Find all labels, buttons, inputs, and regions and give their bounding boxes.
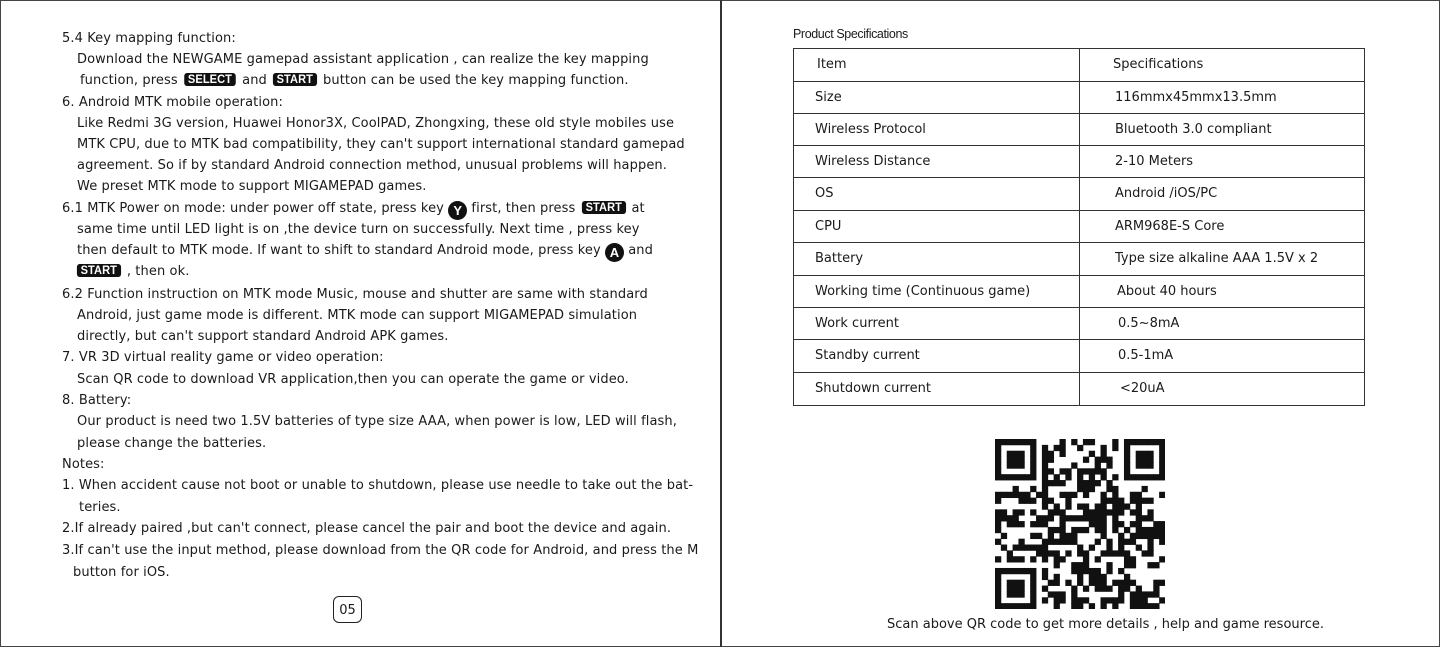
text-segment: Android, just game mode is different. MTK mode can support MIGAMEPAD simulation xyxy=(77,308,638,323)
text-segment: function, press xyxy=(80,73,182,88)
table-row xyxy=(794,276,1364,308)
specs-title: Product Specifications xyxy=(793,27,908,41)
text-segment: please change the batteries. xyxy=(77,436,267,451)
header-item: Item xyxy=(817,57,847,72)
item-cell: Working time (Continuous game) xyxy=(815,284,1031,299)
text-line xyxy=(77,436,266,452)
text-segment: same time until LED light is on ,the device turn on successfully. Next time , press key xyxy=(77,222,640,237)
text-segment: button for iOS. xyxy=(73,565,170,580)
start-key-label: START xyxy=(77,264,121,277)
text-segment: MTK CPU, due to MTK bad compatibility, they can't support international standard gamepad xyxy=(77,137,685,152)
item-cell: Shutdown current xyxy=(815,381,931,396)
item-cell: Battery xyxy=(815,251,864,266)
text-segment: teries. xyxy=(79,500,121,515)
spec-cell: 0.5~8mA xyxy=(1118,316,1180,331)
text-segment: at xyxy=(627,201,645,216)
start-key-label: START xyxy=(582,201,626,214)
table-row xyxy=(794,146,1364,178)
spec-cell: 116mmx45mmx13.5mm xyxy=(1115,90,1277,105)
text-line xyxy=(62,457,105,473)
table-row xyxy=(794,82,1364,114)
text-segment: 6.1 MTK Power on mode: under power off state, press key xyxy=(62,201,449,216)
spec-cell: <20uA xyxy=(1120,381,1165,396)
header-specifications: Specifications xyxy=(1113,57,1204,72)
text-segment: and xyxy=(623,243,653,258)
qr-caption: Scan above QR code to get more details , help and game resource. xyxy=(887,617,1324,632)
text-segment: and xyxy=(237,73,272,88)
text-line xyxy=(62,543,698,559)
text-line xyxy=(77,137,685,153)
item-cell: Size xyxy=(815,90,842,105)
text-segment: 8. Battery: xyxy=(62,393,132,408)
spec-table xyxy=(793,48,1365,406)
text-line xyxy=(62,521,671,537)
text-line xyxy=(62,350,384,366)
text-line xyxy=(73,565,170,581)
qr-code xyxy=(995,439,1165,609)
page-divider xyxy=(720,0,722,647)
left-page xyxy=(0,0,720,647)
text-segment: 1. When accident cause not boot or unable to shutdown, please use needle to take out the bat- xyxy=(62,478,694,493)
text-line xyxy=(62,393,131,409)
text-line xyxy=(77,372,629,388)
text-line xyxy=(77,52,649,68)
spec-cell: ARM968E-S Core xyxy=(1115,219,1225,234)
table-row xyxy=(794,178,1364,211)
start-key-label: START xyxy=(273,73,317,86)
text-line xyxy=(77,222,640,238)
text-segment: , then ok. xyxy=(122,264,190,279)
text-line xyxy=(79,500,121,516)
item-cell: Work current xyxy=(815,316,899,331)
text-line xyxy=(77,179,426,195)
text-line xyxy=(77,414,677,430)
text-line xyxy=(77,116,674,132)
spec-cell: Bluetooth 3.0 compliant xyxy=(1115,122,1272,137)
text-segment: Our product is need two 1.5V batteries of type size AAA, when power is low, LED will flash, xyxy=(77,414,677,429)
text-segment: We preset MTK mode to support MIGAMEPAD games. xyxy=(77,179,427,194)
y-button-icon: Y xyxy=(448,201,467,220)
text-segment: then default to MTK mode. If want to shift to standard Android mode, press key xyxy=(77,243,605,258)
text-segment: agreement. So if by standard Android connection method, unusual problems will happen. xyxy=(77,158,668,173)
item-cell: Wireless Distance xyxy=(815,154,931,169)
text-segment: Scan QR code to download VR application,then you can operate the game or video. xyxy=(77,372,629,387)
text-segment: Notes: xyxy=(62,457,105,472)
table-header-row xyxy=(794,49,1364,82)
item-cell: Standby current xyxy=(815,348,920,363)
text-line xyxy=(80,73,629,89)
text-line xyxy=(77,308,637,324)
table-row xyxy=(794,373,1364,405)
select-key-label: SELECT xyxy=(184,73,235,86)
text-segment: Like Redmi 3G version, Huawei Honor3X, CoolPAD, Zhongxing, these old style mobiles use xyxy=(77,116,675,131)
a-button-icon: A xyxy=(605,243,624,262)
text-line xyxy=(62,201,645,220)
spec-cell: Android /iOS/PC xyxy=(1115,186,1218,201)
item-cell: CPU xyxy=(815,219,842,234)
spec-cell: Type size alkaline AAA 1.5V x 2 xyxy=(1115,251,1319,266)
text-segment: 6. Android MTK mobile operation: xyxy=(62,95,283,110)
text-line xyxy=(75,264,189,280)
text-segment: 6.2 Function instruction on MTK mode Music, mouse and shutter are same with standard xyxy=(62,287,648,302)
text-line xyxy=(62,95,283,111)
text-line xyxy=(62,31,236,47)
text-segment: 7. VR 3D virtual reality game or video operation: xyxy=(62,350,384,365)
text-segment: 2.If already paired ,but can't connect, please cancel the pair and boot the device and again. xyxy=(62,521,672,536)
text-segment: 3.If can't use the input method, please download from the QR code for Android, and press the M xyxy=(62,543,699,558)
table-row xyxy=(794,243,1364,276)
text-line xyxy=(77,329,449,345)
item-cell: OS xyxy=(815,186,834,201)
text-segment: directly, but can't support standard Android APK games. xyxy=(77,329,449,344)
text-line xyxy=(77,158,667,174)
text-segment: 5.4 Key mapping function: xyxy=(62,31,236,46)
item-cell: Wireless Protocol xyxy=(815,122,926,137)
page-number: 05 xyxy=(333,596,362,623)
text-line xyxy=(77,243,653,262)
table-row xyxy=(794,340,1364,373)
text-segment: Download the NEWGAME gamepad assistant application , can realize the key mapping xyxy=(77,52,649,67)
spec-cell: 0.5-1mA xyxy=(1118,348,1174,363)
table-row xyxy=(794,114,1364,146)
text-line xyxy=(62,287,648,303)
text-segment: button can be used the key mapping function. xyxy=(318,73,629,88)
spec-cell: About 40 hours xyxy=(1117,284,1217,299)
table-row xyxy=(794,308,1364,340)
text-line xyxy=(62,478,693,494)
spec-cell: 2-10 Meters xyxy=(1115,154,1194,169)
table-row xyxy=(794,211,1364,243)
text-segment: first, then press xyxy=(467,201,580,216)
